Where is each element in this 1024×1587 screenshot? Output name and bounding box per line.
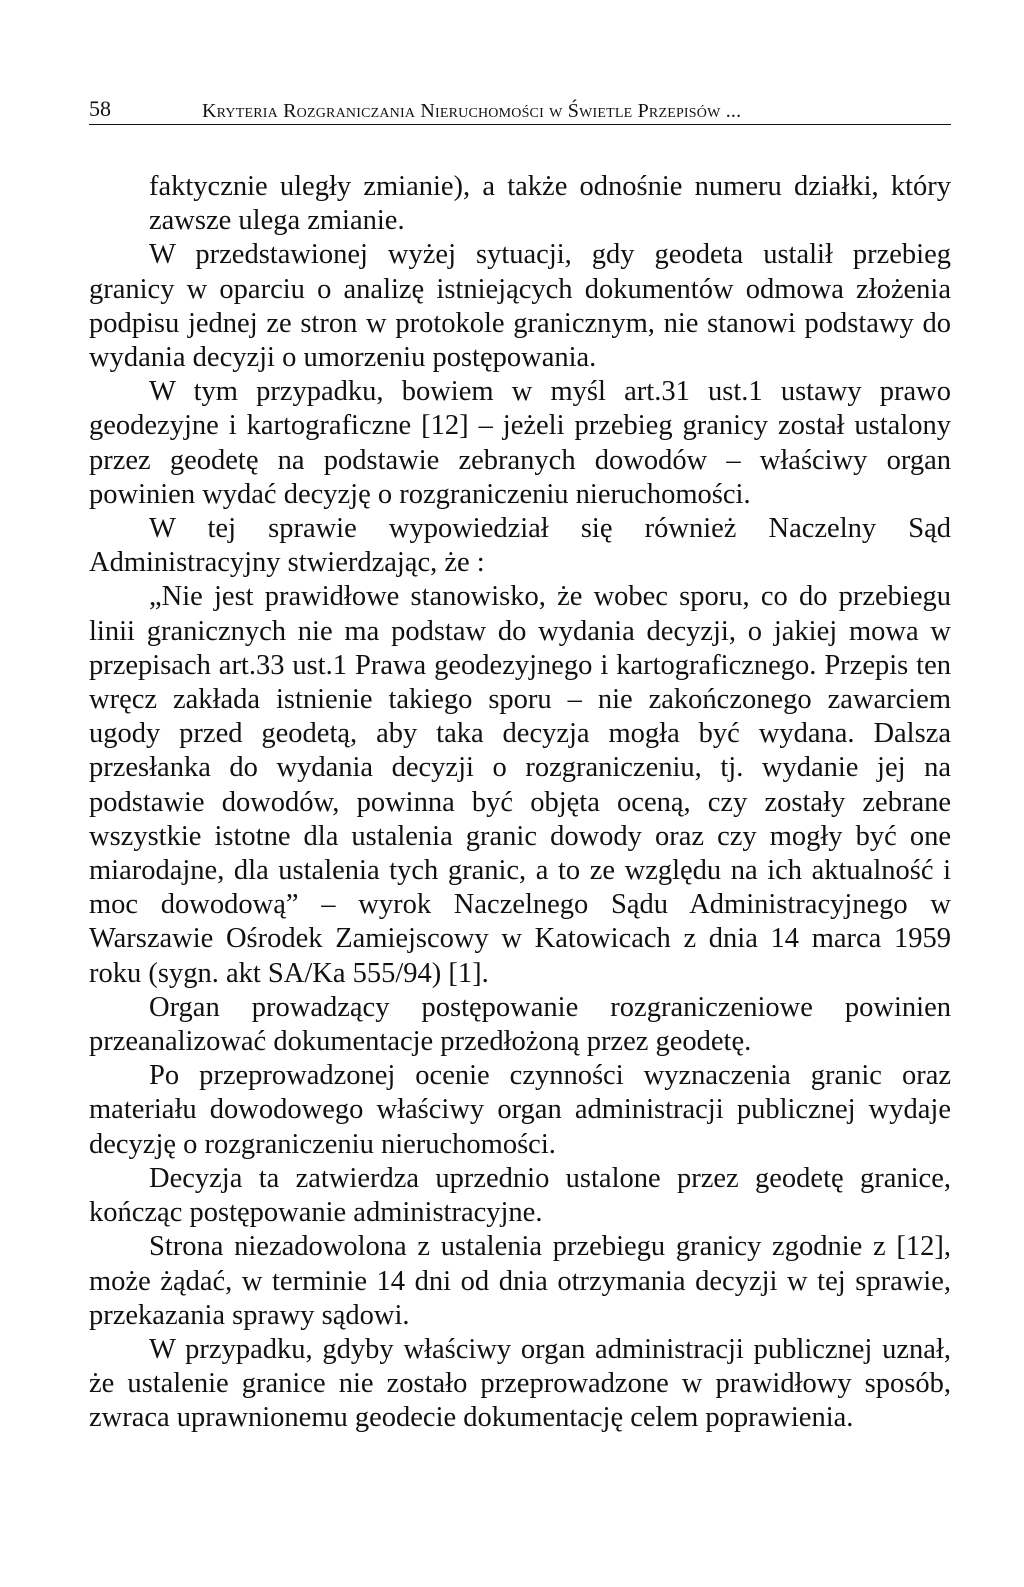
paragraph: W przypadku, gdyby właściwy organ administracji publicznej uznał, że ustalenie granice nie zostało przeprowadzone w prawidłowy sposób, zwraca uprawnionemu geodecie dokumentację celem poprawienia.	[89, 1333, 951, 1434]
paragraph: Organ prowadzący postępowanie rozgraniczeniowe powinien przeanalizować dokumentacje przedłożoną przez geodetę.	[89, 991, 951, 1058]
paragraph: Po przeprowadzonej ocenie czynności wyznaczenia granic oraz materiału dowodowego właściwy organ administracji publicznej wydaje decyzję o rozgraniczeniu nieruchomości.	[89, 1060, 951, 1160]
paragraph: Decyzja ta zatwierdza uprzednio ustalone przez geodetę granice, kończąc postępowanie administracyjne.	[89, 1162, 951, 1229]
paragraph-continuation: faktycznie uległy zmianie), a także odnośnie numeru działki, który zawsze ulega zmianie.	[149, 171, 951, 237]
page-number: 58	[89, 96, 111, 121]
paragraph: W tym przypadku, bowiem w myśl art.31 ust.1 ustawy prawo geodezyjne i kartograficzne [12] – jeżeli przebieg granicy został ustalony przez geodetę na podstawie zebranych dowodów – właściwy organ powinien wydać decyzję o rozgraniczeniu nieruchomości.	[89, 376, 951, 510]
quotation-paragraph: „Nie jest prawidłowe stanowisko, że wobec sporu, co do przebiegu linii granicznych nie ma podstaw do wydania decyzji, o jakiej mowa w przepisach art.33 ust.1 Prawa geodezyjnego i kartograficznego. Przepis ten wręcz zakłada istnienie takiego sporu – nie zakończonego zawarciem ugody przed geodetą, aby taka decyzja mogła być wydana. Dalsza przesłanka do wydania decyzji o rozgraniczeniu, tj. wydanie jej na podstawie dowodów, powinna być objęta oceną, czy zostały zebrane wszystkie istotne dla ustalenia granic dowody oraz czy mogły być one miarodajne, dla ustalenia tych granic, a to ze względu na ich aktualność i moc dowodową” – wyrok Naczelnego Sądu Administracyjnego w Warszawie Ośrodek Zamiejscowy w Katowicach z dnia 14 marca 1959 roku (sygn. akt SA/Ka 555/94) [1].	[89, 581, 951, 989]
running-title: Kryteria Rozgraniczania Nieruchomości w Świetle Przepisów ...	[202, 100, 742, 122]
paragraph: W tej sprawie wypowiedział się również Naczelny Sąd Administracyjny stwierdzając, że :	[89, 513, 951, 579]
paragraph: Strona niezadowolona z ustalenia przebiegu granicy zgodnie z [12], może żądać, w terminie 14 dni od dnia otrzymania decyzji w tej sprawie, przekazania sprawy sądowi.	[89, 1231, 951, 1331]
page-header	[89, 90, 951, 125]
page-body	[89, 170, 951, 1436]
paragraph: W przedstawionej wyżej sytuacji, gdy geodeta ustalił przebieg granicy w oparciu o analizę istniejących dokumentów odmowa złożenia podpisu jednej ze stron w protokole granicznym, nie stanowi podstawy do wydania decyzji o umorzeniu postępowania.	[89, 239, 951, 374]
